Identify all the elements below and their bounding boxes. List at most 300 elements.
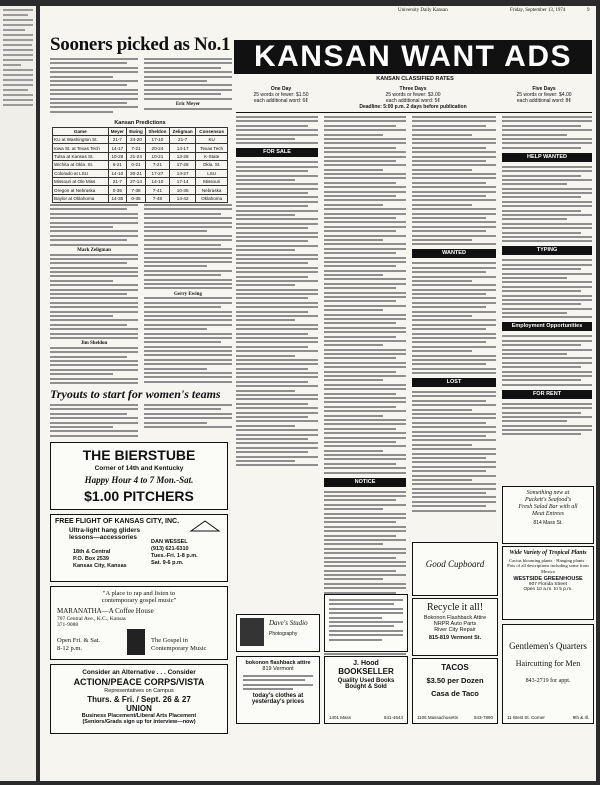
text-line [412, 142, 496, 144]
text-line [236, 175, 318, 177]
text-line [502, 362, 592, 364]
text-line [412, 350, 472, 352]
text-line [236, 394, 318, 396]
text-line [412, 125, 486, 127]
text-line [502, 335, 592, 337]
tacos-name: Casa de Taco [431, 689, 479, 698]
text-line [502, 357, 592, 359]
text-line [236, 196, 318, 198]
text-line [236, 297, 308, 299]
text-line [502, 240, 592, 242]
text-line [324, 336, 396, 338]
text-line [324, 499, 396, 501]
byline: Eric Meyer [175, 101, 201, 107]
studio-name: Dave's Studio [269, 619, 308, 627]
text-line [236, 376, 318, 378]
text-line [324, 375, 406, 377]
text-line [412, 453, 496, 455]
text-line [236, 183, 318, 185]
table-row: Colorado at LSU 14-10 20-21 17-27 14-27 LSU [53, 169, 228, 177]
col-header: Meyer [108, 127, 127, 135]
studio-sub: Photography [269, 631, 298, 637]
text-line [324, 495, 406, 497]
text-line [502, 179, 592, 181]
text-line [236, 390, 295, 392]
text-line [502, 268, 581, 270]
bierstube-happy-hour: Happy Hour 4 to 7 Mon.-Sat. [84, 475, 194, 485]
text-line [324, 578, 383, 580]
text-line [324, 393, 396, 395]
good-cupboard-ad [412, 542, 498, 596]
text-line [324, 186, 406, 188]
section-lost: LOST [412, 378, 496, 387]
text-line [502, 116, 592, 118]
text-line [412, 280, 472, 282]
text-line [324, 169, 383, 171]
text-line [412, 262, 496, 264]
maranatha-hours: 8-12 p.m. [57, 645, 83, 652]
text-line [324, 574, 406, 576]
text-line [412, 156, 496, 158]
text-line [324, 270, 406, 272]
maranatha-phone: 371-9088 [57, 622, 79, 628]
text-line [236, 249, 295, 251]
text-line [412, 221, 496, 223]
text-line [324, 252, 396, 254]
text-line [324, 142, 406, 144]
bokonon-ad [236, 656, 320, 724]
bierstube-name: THE BIERSTUBE [82, 447, 196, 463]
text-line [412, 160, 486, 162]
text-line [324, 353, 406, 355]
article-column-1 [50, 58, 138, 120]
text-line [502, 429, 592, 431]
text-line [324, 191, 406, 193]
text-line [412, 319, 496, 321]
text-line [236, 210, 318, 212]
text-line [412, 116, 496, 118]
tacos-price: $3.50 per Dozen [426, 676, 484, 685]
text-line [502, 264, 592, 266]
text-line [502, 188, 592, 190]
text-line [324, 265, 396, 267]
text-line [324, 357, 396, 359]
seafood-line2: Puckett's Seafood's [524, 497, 572, 503]
text-line [412, 120, 496, 122]
table-row: Missouri at Ole Miss 21-7 27-14 14-10 17-14 Missouri [53, 177, 228, 185]
text-line [236, 442, 318, 444]
text-line [324, 274, 383, 276]
text-line [324, 248, 406, 250]
rates-one-day: One Day 25 words or fewer: $1.50 each additional word: 6¢ [253, 86, 309, 104]
bierstube-ad [50, 442, 228, 510]
text-line [502, 384, 592, 386]
text-line [412, 413, 496, 415]
action-line3: Representatives on Campus [104, 688, 174, 694]
text-line [236, 333, 308, 335]
text-line [324, 437, 406, 439]
text-line [236, 429, 318, 431]
text-line [412, 151, 496, 153]
text-line [502, 308, 592, 310]
text-line [412, 239, 472, 241]
text-line [236, 284, 295, 286]
text-line [502, 353, 567, 355]
text-line [502, 316, 592, 318]
text-line [324, 552, 406, 554]
text-line [412, 204, 472, 206]
text-line [236, 434, 318, 436]
recycle-ad [412, 598, 498, 656]
bokonon-tag1: today's clothes at [252, 693, 304, 700]
text-line [324, 384, 406, 386]
text-line [324, 406, 396, 408]
text-line [236, 416, 308, 418]
text-line [324, 138, 406, 140]
bierstube-corner: Corner of 14th and Kentucky [94, 465, 184, 472]
text-line [324, 217, 396, 219]
recycle-title: Recycle it all! [426, 602, 484, 613]
rates-three-days: Three Days 25 words or fewer: $3.00 each additional word: 5¢ Deadline: 5:00 p.m. 2 days before publication [359, 86, 467, 110]
text-line [236, 276, 308, 278]
flight-addr2: P.O. Box 2539 [73, 556, 109, 562]
text-line [324, 557, 396, 559]
predictions-table [52, 127, 228, 204]
text-line [324, 467, 406, 469]
text-line [502, 290, 581, 292]
text-line [502, 349, 592, 351]
text-line [412, 372, 496, 374]
text-line [236, 398, 318, 400]
text-line [412, 475, 496, 477]
text-line [324, 125, 396, 127]
text-line [324, 397, 406, 399]
text-line [236, 350, 318, 352]
table-row: Baylor at Oklahoma 14-35 0-35 7-48 14-42 Oklahoma [53, 194, 228, 202]
text-line [412, 435, 486, 437]
text-line [502, 425, 592, 427]
text-line [412, 208, 496, 210]
action-peace-corps-ad [50, 664, 228, 734]
text-line [324, 296, 406, 298]
text-line [412, 359, 496, 361]
section-wanted: WANTED [412, 249, 496, 258]
classified-column-2 [324, 116, 406, 676]
text-line [236, 267, 318, 269]
text-line [324, 561, 406, 563]
text-line [412, 422, 486, 424]
text-line [236, 324, 318, 326]
text-line [236, 438, 308, 440]
text-line [502, 218, 567, 220]
text-line [412, 243, 496, 245]
text-line [412, 404, 496, 406]
byline: Gerry Ewing [174, 291, 202, 297]
text-line [236, 205, 308, 207]
text-line [236, 302, 318, 304]
text-line [412, 284, 496, 286]
classified-column-3 [412, 116, 496, 536]
table-row: KU at Washington St. 21-7 24-20 17-10 21-7 KU [53, 135, 228, 143]
text-line [412, 409, 472, 411]
hood-line1: Quality Used Books [337, 678, 395, 684]
flight-title: FREE FLIGHT OF KANSAS CITY, INC. [55, 518, 180, 525]
cross-icon [127, 629, 145, 655]
text-line [236, 447, 318, 449]
daves-studio-ad [236, 614, 320, 652]
text-line [236, 403, 308, 405]
cupboard-name: Good Cupboard [425, 559, 485, 569]
hood-title: BOOKSELLER [338, 667, 394, 676]
text-line [324, 134, 383, 136]
text-line [502, 344, 581, 346]
text-line [502, 371, 592, 373]
text-line [324, 199, 406, 201]
text-line [502, 227, 592, 229]
text-line [324, 423, 406, 425]
text-line [236, 218, 318, 220]
text-line [236, 192, 308, 194]
text-line [324, 239, 383, 241]
text-line [412, 448, 496, 450]
gents-phone: 843-2719 for appt. [525, 678, 571, 684]
text-line [236, 311, 308, 313]
text-line [502, 375, 592, 377]
text-line [236, 346, 308, 348]
text-line [412, 333, 496, 335]
text-line [324, 504, 406, 506]
flight-contact: DAN WESSEL [151, 539, 188, 545]
tacos-title: TACOS [441, 663, 469, 672]
text-line [502, 138, 592, 140]
text-line [502, 420, 567, 422]
text-line [412, 337, 496, 339]
text-line [236, 363, 318, 365]
maranatha-name: MARANATHA—A Coffee House [57, 607, 154, 615]
text-line [236, 315, 318, 317]
text-line [324, 129, 406, 131]
text-line [412, 501, 496, 503]
text-line [412, 417, 496, 419]
page-number: 9 [587, 8, 590, 13]
col-header: Game [53, 127, 109, 135]
text-line [236, 254, 318, 256]
text-line [324, 517, 406, 519]
text-line [324, 226, 406, 228]
text-line [236, 258, 318, 260]
text-line [502, 196, 581, 198]
bokonon-tag2: yesterday's prices [251, 699, 305, 706]
recycle-addr: 815-819 Vermont St. [428, 635, 482, 641]
text-line [412, 315, 472, 317]
text-line [502, 412, 581, 414]
want-ads-banner: KANSAN WANT ADS [234, 40, 592, 74]
text-line [236, 262, 308, 264]
section-for-sale: FOR SALE [236, 148, 318, 157]
text-line [502, 236, 592, 238]
text-line [412, 199, 496, 201]
text-line [236, 381, 308, 383]
recycle-repair: River City Repair [434, 627, 476, 633]
tropical-name: WESTSIDE GREENHOUSE [513, 576, 583, 583]
text-line [502, 170, 592, 172]
hood-line2: Bought & Sold [345, 684, 387, 690]
flight-addr3: Kansas City, Kansas [73, 563, 127, 569]
maranatha-quote1: "A place to rap and listen to [102, 590, 176, 597]
text-line [502, 259, 592, 261]
byline: Mark Zeligman [77, 247, 111, 253]
text-line [412, 444, 472, 446]
text-line [502, 175, 581, 177]
text-line [502, 210, 581, 212]
tryouts-body-2 [144, 404, 232, 438]
text-line [502, 223, 592, 225]
text-line [324, 349, 406, 351]
text-line [324, 419, 406, 421]
action-line4: Thurs. & Fri. / Sept. 26 & 27 [87, 695, 191, 704]
col-header: Sheldon [145, 127, 169, 135]
seafood-line3: Fresh Salad Bar with all [518, 504, 578, 510]
text-line [324, 432, 406, 434]
text-line [412, 138, 496, 140]
text-line [324, 344, 383, 346]
text-line [502, 303, 581, 305]
text-line [236, 368, 308, 370]
section-typing: TYPING [502, 246, 592, 255]
sports-headline: Sooners picked as No.1 [50, 34, 231, 55]
text-line [236, 372, 318, 374]
text-line [412, 368, 496, 370]
text-line [502, 433, 581, 435]
text-line [412, 230, 486, 232]
article-column-2 [144, 58, 232, 120]
article-body-right [144, 204, 232, 384]
text-line [412, 302, 496, 304]
gents-sub: Haircutting for Men [515, 659, 581, 668]
text-line [324, 513, 406, 515]
text-line [412, 289, 496, 291]
text-line [236, 451, 308, 453]
maranatha-gospel1: The Gospel in [151, 637, 188, 644]
tropical-body: Cactus blooming plants · Hanging plants · Pots of all descriptions including some from Mexico [507, 558, 589, 574]
text-line [412, 306, 486, 308]
text-line [502, 416, 592, 418]
text-line [236, 201, 318, 203]
text-line [502, 379, 581, 381]
text-line [324, 526, 406, 528]
text-line [324, 445, 406, 447]
tryouts-body-1 [50, 404, 138, 438]
studio-photo [240, 618, 264, 646]
flight-phone: (913) 621-6310 [151, 546, 189, 552]
rates-title: KANSAN CLASSIFIED RATES [376, 76, 454, 82]
text-line [412, 346, 496, 348]
text-line [502, 120, 592, 122]
hood-name: J. Hood [353, 660, 379, 667]
text-line [324, 441, 396, 443]
maranatha-open: Open Fri. & Sat. [57, 637, 101, 644]
text-line [502, 299, 592, 301]
text-line [324, 257, 406, 259]
text-line [324, 261, 406, 263]
flight-line1: Ultra-light hang gliders [69, 527, 141, 534]
text-line [412, 324, 496, 326]
text-line [236, 464, 318, 466]
text-line [324, 535, 396, 537]
text-line [412, 488, 496, 490]
text-line [324, 213, 406, 215]
text-line [502, 281, 592, 283]
text-line [324, 300, 396, 302]
action-line1: Consider an Alternative . . . Consider [82, 669, 196, 676]
seafood-line4: Meat Entrees [532, 511, 564, 517]
text-line [412, 182, 486, 184]
col-header: Ewing [127, 127, 146, 135]
text-line [324, 410, 406, 412]
text-line [324, 208, 406, 210]
gents-addr: 11 West St. Corner [507, 715, 545, 720]
section-for-rent: FOR RENT [502, 390, 592, 399]
text-line [236, 460, 295, 462]
text-line [412, 328, 486, 330]
bierstube-deal: $1.00 PITCHERS [84, 488, 194, 504]
text-line [236, 166, 318, 168]
text-line [324, 160, 396, 162]
text-line [324, 401, 406, 403]
bokonon-name: bokonon flashback attire [245, 660, 311, 666]
text-line [324, 454, 406, 456]
maranatha-ad [50, 586, 228, 660]
text-line [324, 362, 406, 364]
tropical-hours: Open 10 a.m. to 5 p.m. [523, 587, 573, 593]
hang-glider-icon [189, 519, 221, 535]
text-line [502, 166, 592, 168]
text-line [236, 227, 308, 229]
text-line [412, 391, 496, 393]
text-line [412, 479, 472, 481]
text-line [236, 188, 318, 190]
section-notice: NOTICE [324, 478, 406, 487]
text-line [324, 508, 383, 510]
col-header: Consensus [196, 127, 228, 135]
text-line [324, 379, 383, 381]
text-line [324, 366, 406, 368]
gents-title: Gentlemen's Quarters [509, 641, 587, 651]
hood-phone: 841-4644 [383, 715, 403, 720]
text-line [412, 297, 496, 299]
text-line [502, 201, 592, 203]
text-line [412, 147, 486, 149]
text-line [236, 412, 318, 414]
recycle-parts: NRPR Auto Parts [433, 621, 477, 627]
section-help-wanted: HELP WANTED [502, 153, 592, 162]
text-line [412, 271, 486, 273]
text-line [236, 420, 318, 422]
text-line [412, 483, 496, 485]
text-line [412, 355, 496, 357]
text-line [324, 539, 406, 541]
text-line [502, 214, 592, 216]
gents-num: 9th & Ill. [572, 715, 589, 720]
text-line [236, 161, 318, 163]
text-line [324, 583, 406, 585]
text-line [412, 510, 496, 512]
text-line [412, 496, 496, 498]
text-line [324, 521, 396, 523]
text-line [412, 134, 472, 136]
table-row: Wichita at Okla. St. 6-21 0-21 7-21 17-28 Okla. St. [53, 161, 228, 169]
text-line [324, 305, 406, 307]
